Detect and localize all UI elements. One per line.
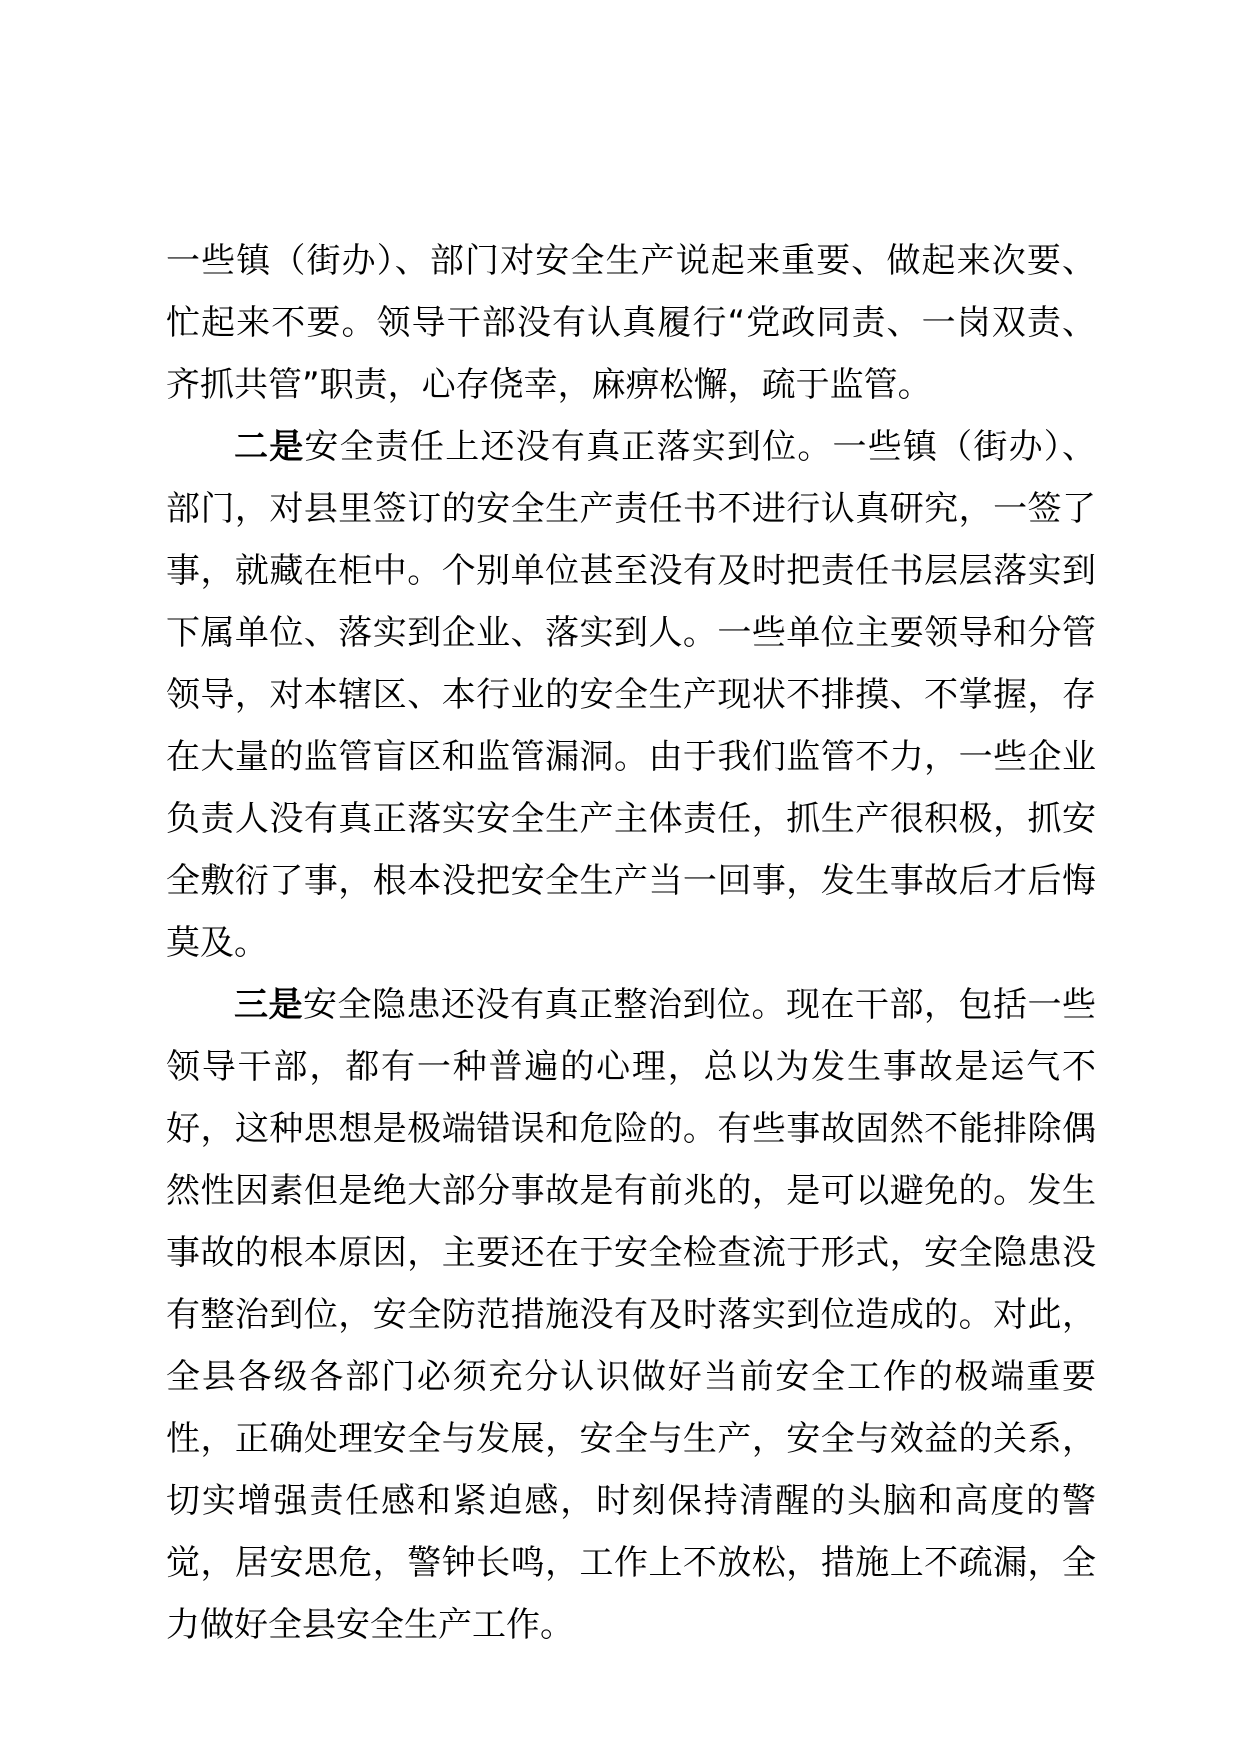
paragraph-text: 安全责任上还没有真正落实到位。一些镇（街办）、部门，对县里签订的安全生产责任书不进行认真研究，一签了事，就藏在柜中。个别单位甚至没有及时把责任书层层落实到下属单位、落实到企业、落实到人。一些单位主要领导和分管领导，对本辖区、本行业的安全生产现状不排摸、不掌握，存在大量的监管盲区和监管漏洞。由于我们监管不力，一些企业负责人没有真正落实安全生产主体责任，抓生产很积极，抓安全敷衍了事，根本没把安全生产当一回事，发生事故后才后悔莫及。 [166,427,1097,963]
paragraph-lead: 二是 [234,427,305,467]
paragraph-continuation [166,230,1096,416]
paragraph-lead: 三是 [234,985,303,1025]
paragraph-text: 安全隐患还没有真正整治到位。现在干部，包括一些领导干部，都有一种普遍的心理，总以为发生事故是运气不好，这种思想是极端错误和危险的。有些事故固然不能排除偶然性因素但是绝大部分事故是有前兆的，是可以避免的。发生事故的根本原因，主要还在于安全检查流于形式，安全隐患没有整治到位，安全防范措施没有及时落实到位造成的。对此，全县各级各部门必须充分认识做好当前安全工作的极端重要性，正确处理安全与发展，安全与生产，安全与效益的关系，切实增强责任感和紧迫感，时刻保持清醒的头脑和高度的警觉，居安思危，警钟长鸣，工作上不放松，措施上不疏漏，全力做好全县安全生产工作。 [166,985,1096,1645]
paragraph-text: 一些镇（街办）、部门对安全生产说起来重要、做起来次要、忙起来不要。领导干部没有认真履行“党政同责、一岗双责、齐抓共管”职责，心存侥幸，麻痹松懈，疏于监管。 [166,241,1096,405]
document-page [166,230,1096,1656]
paragraph-responsibility [166,416,1096,974]
paragraph-hazards [166,974,1096,1656]
